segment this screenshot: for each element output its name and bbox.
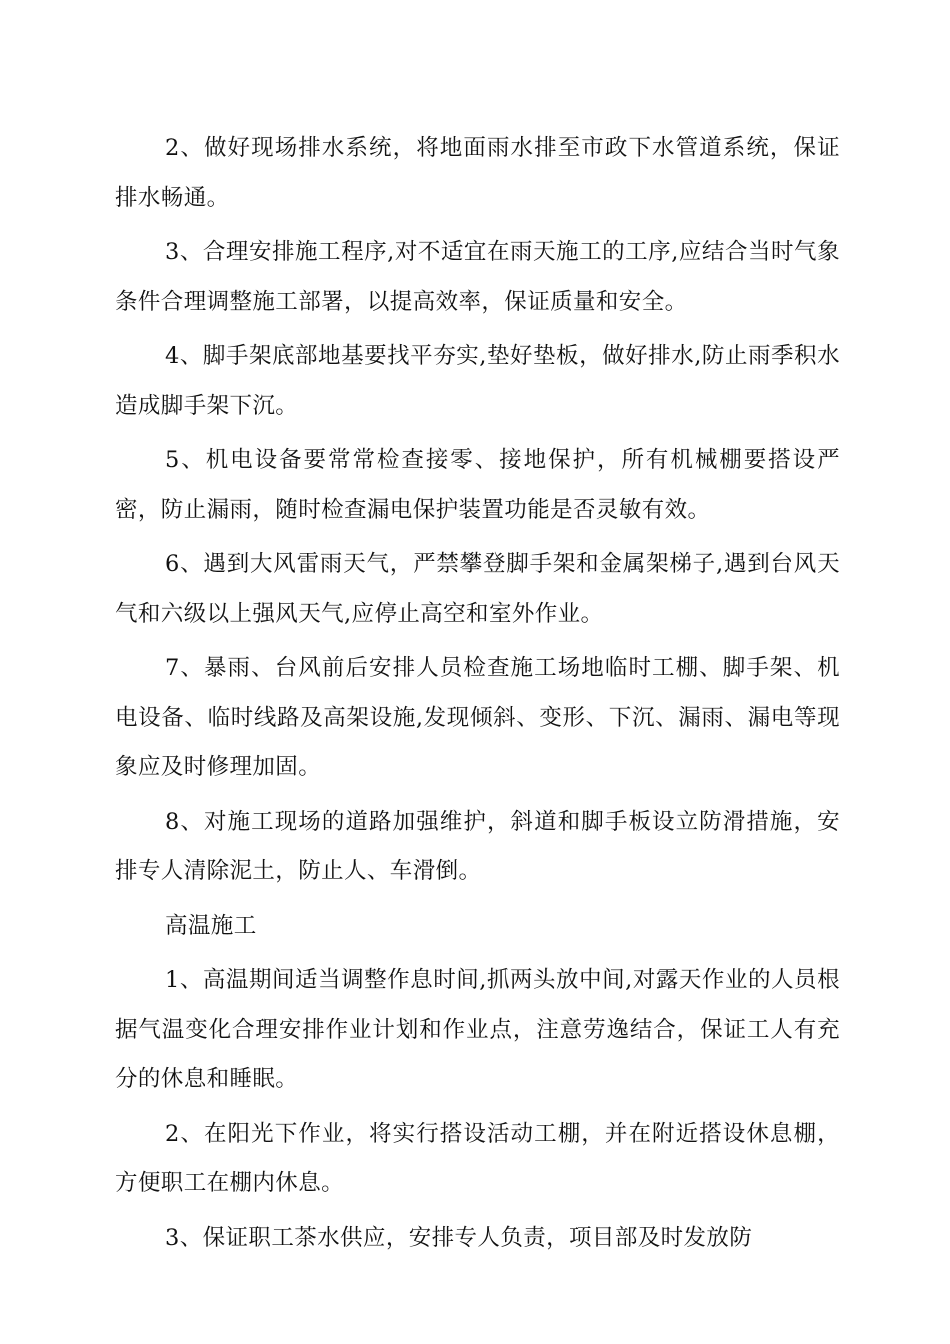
paragraph-rain-4: 4、脚手架底部地基要找平夯实,垫好垫板，做好排水,防止雨季积水造成脚手架下沉。 xyxy=(115,343,840,419)
paragraph-rain-6: 6、遇到大风雷雨天气，严禁攀登脚手架和金属架梯子,遇到台风天气和六级以上强风天气,应停止高空和室外作业。 xyxy=(115,551,840,627)
paragraph-rain-2: 2、做好现场排水系统，将地面雨水排至市政下水管道系统，保证排水畅通。 xyxy=(115,135,840,211)
paragraph-rain-5: 5、机电设备要常常检查接零、接地保护，所有机械棚要搭设严密，防止漏雨，随时检查漏电保护装置功能是否灵敏有效。 xyxy=(115,447,840,523)
paragraph-heat-3: 3、保证职工茶水供应，安排专人负责，项目部及时发放防 xyxy=(165,1224,753,1251)
paragraph-rain-7: 7、暴雨、台风前后安排人员检查施工场地临时工棚、脚手架、机电设备、临时线路及高架设施,发现倾斜、变形、下沉、漏雨、漏电等现象应及时修理加固。 xyxy=(115,655,840,780)
document-body xyxy=(115,124,840,1268)
paragraph-rain-8: 8、对施工现场的道路加强维护，斜道和脚手板设立防滑措施，安排专人清除泥土，防止人、车滑倒。 xyxy=(115,808,840,884)
section-heading-high-temperature: 高温施工 xyxy=(165,912,257,939)
paragraph-rain-3: 3、合理安排施工程序,对不适宜在雨天施工的工序,应结合当时气象条件合理调整施工部署，以提高效率，保证质量和安全。 xyxy=(115,239,840,315)
paragraph-heat-2: 2、在阳光下作业，将实行搭设活动工棚，并在附近搭设休息棚，方便职工在棚内休息。 xyxy=(115,1120,840,1196)
paragraph-heat-1: 1、高温期间适当调整作息时间,抓两头放中间,对露天作业的人员根据气温变化合理安排作业计划和作业点，注意劳逸结合，保证工人有充分的休息和睡眠。 xyxy=(115,967,840,1092)
